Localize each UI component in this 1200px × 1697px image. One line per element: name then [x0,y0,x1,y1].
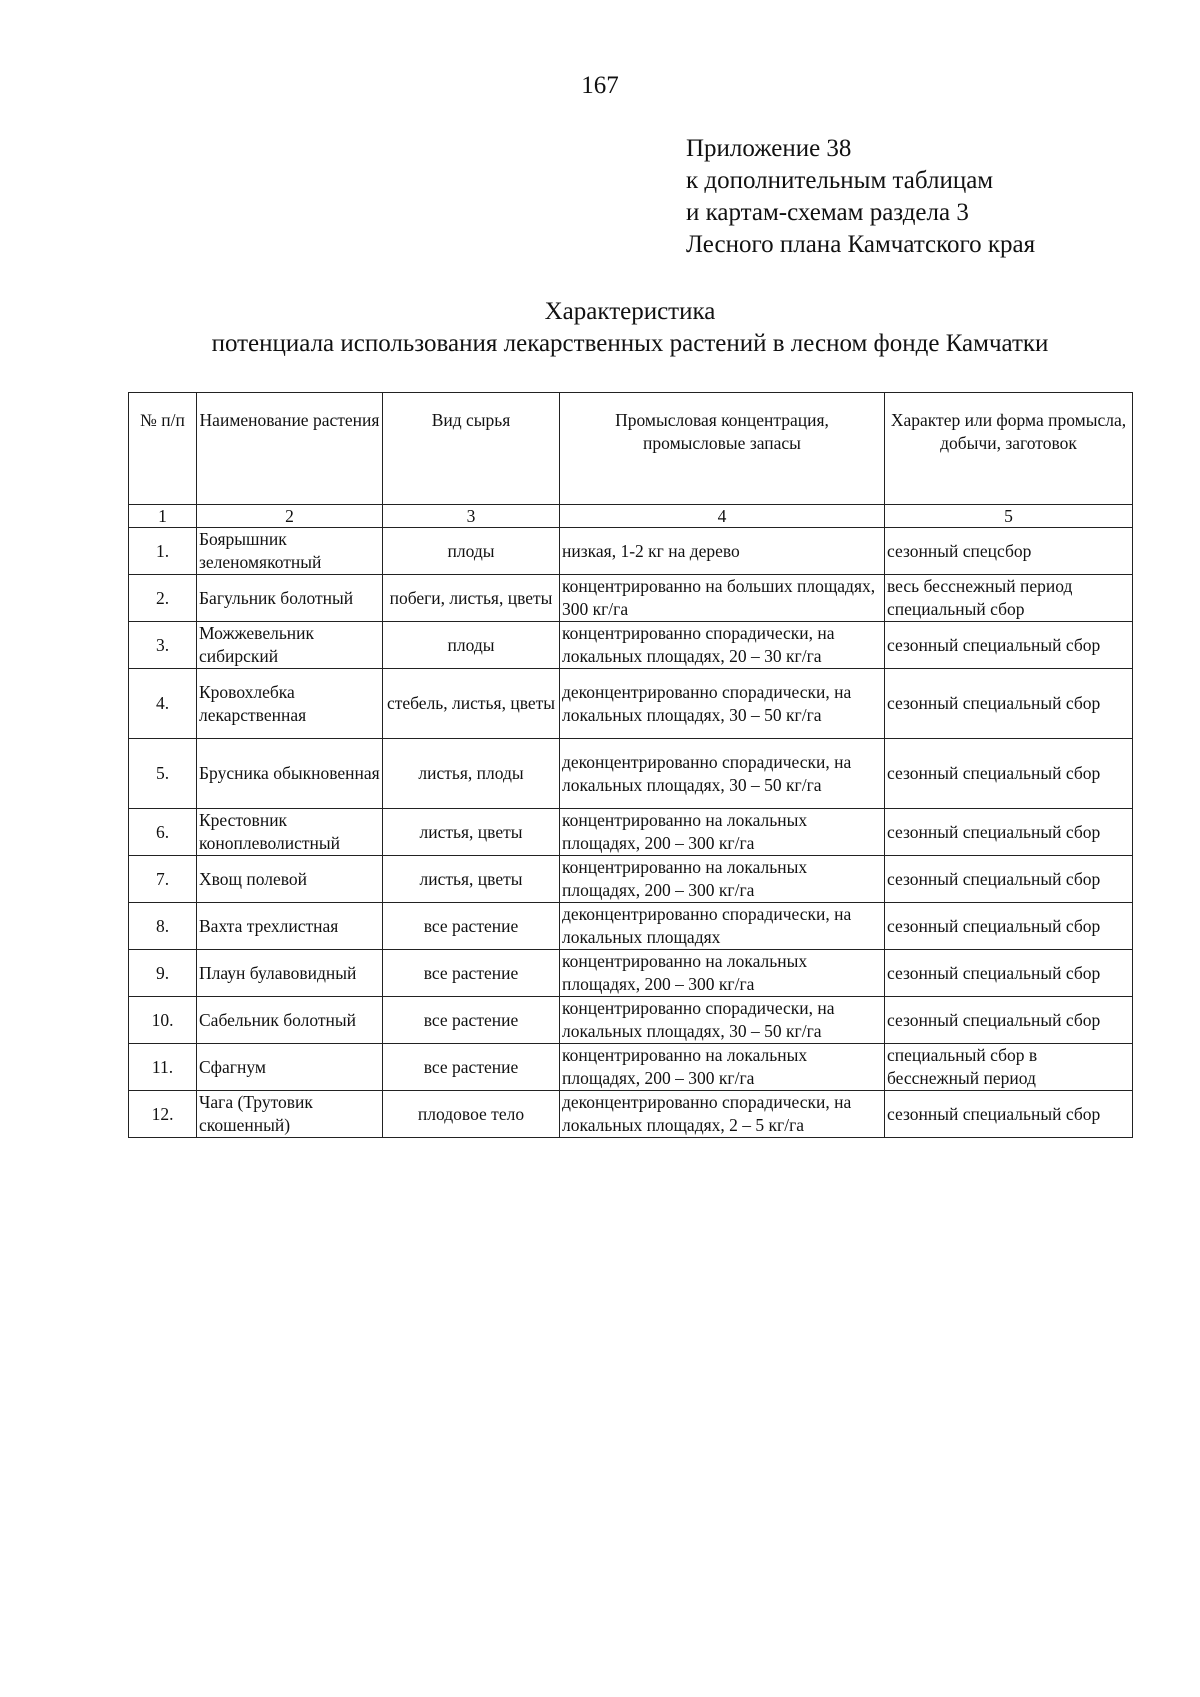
plants-table [128,392,1133,1138]
row-number: 12. [129,1091,197,1138]
plant-name: Вахта трехлистная [197,903,383,950]
concentration: концентрированно на локальных площадях, 200 – 300 кг/га [560,856,885,903]
plant-name: Сабельник болотный [197,997,383,1044]
row-number: 5. [129,739,197,809]
row-number: 6. [129,809,197,856]
concentration: концентрированно на больших площадях, 300 кг/га [560,575,885,622]
harvest-form: сезонный специальный сбор [885,903,1133,950]
row-number: 10. [129,997,197,1044]
row-number: 2. [129,575,197,622]
raw-material: листья, цветы [383,809,560,856]
harvest-form: сезонный спецсбор [885,528,1133,575]
raw-material: все растение [383,997,560,1044]
raw-material: все растение [383,950,560,997]
column-number: 1 [129,505,197,528]
appendix-line: и картам-схемам раздела 3 [686,199,969,226]
raw-material: листья, плоды [383,739,560,809]
row-number: 8. [129,903,197,950]
plant-name: Крестовник коноплеволистный [197,809,383,856]
column-number: 3 [383,505,560,528]
concentration: концентрированно спорадически, на локальных площадях, 30 – 50 кг/га [560,997,885,1044]
row-number: 4. [129,669,197,739]
harvest-form: весь бесснежный период специальный сбор [885,575,1133,622]
harvest-form: сезонный специальный сбор [885,856,1133,903]
page-number: 167 [581,72,619,99]
plant-name: Можжевельник сибирский [197,622,383,669]
row-number: 7. [129,856,197,903]
appendix-line: Приложение 38 [686,135,852,162]
concentration: концентрированно на локальных площадях, 200 – 300 кг/га [560,950,885,997]
table-row [129,903,1133,950]
plant-name: Хвощ полевой [197,856,383,903]
harvest-form: сезонный специальный сбор [885,739,1133,809]
row-number: 11. [129,1044,197,1091]
column-number-row [129,505,1133,528]
table-row [129,622,1133,669]
title-line: потенциала использования лекарственных растений в лесном фонде Камчатки [211,330,1049,357]
raw-material: все растение [383,1044,560,1091]
title-line: Характеристика [544,298,716,325]
plant-name: Сфагнум [197,1044,383,1091]
table-header [129,393,1133,505]
table-row [129,739,1133,809]
harvest-form: сезонный специальный сбор [885,669,1133,739]
table-row [129,950,1133,997]
table-row [129,669,1133,739]
table-row [129,1091,1133,1138]
raw-material: плоды [383,622,560,669]
concentration: концентрированно на локальных площадях, 200 – 300 кг/га [560,809,885,856]
column-number: 5 [885,505,1133,528]
row-number: 3. [129,622,197,669]
table-body [129,505,1133,1138]
column-number: 2 [197,505,383,528]
appendix-line: к дополнительным таблицам [686,167,994,194]
appendix-line: Лесного плана Камчатского края [686,231,1036,258]
plant-name: Боярышник зеленомякотный [197,528,383,575]
table-row [129,856,1133,903]
harvest-form: сезонный специальный сбор [885,809,1133,856]
concentration: деконцентрированно спорадически, на локальных площадях, 30 – 50 кг/га [560,739,885,809]
header-form: Характер или форма промысла, добычи, заготовок [885,393,1133,505]
row-number: 9. [129,950,197,997]
harvest-form: специальный сбор в бесснежный период [885,1044,1133,1091]
header-no: № п/п [129,393,197,505]
plant-name: Плаун булавовидный [197,950,383,997]
concentration: деконцентрированно спорадически, на локальных площадях, 30 – 50 кг/га [560,669,885,739]
raw-material: побеги, листья, цветы [383,575,560,622]
harvest-form: сезонный специальный сбор [885,622,1133,669]
harvest-form: сезонный специальный сбор [885,1091,1133,1138]
table-row [129,997,1133,1044]
appendix-block [686,133,1035,261]
concentration: низкая, 1-2 кг на дерево [560,528,885,575]
plant-name: Чага (Трутовик скошенный) [197,1091,383,1138]
table-row [129,528,1133,575]
header-name: Наименование растения [197,393,383,505]
raw-material: плоды [383,528,560,575]
header-raw: Вид сырья [383,393,560,505]
row-number: 1. [129,528,197,575]
raw-material: стебель, листья, цветы [383,669,560,739]
plant-name: Кровохлебка лекарственная [197,669,383,739]
raw-material: все растение [383,903,560,950]
table-row [129,575,1133,622]
harvest-form: сезонный специальный сбор [885,997,1133,1044]
raw-material: листья, цветы [383,856,560,903]
concentration: концентрированно спорадически, на локальных площадях, 20 – 30 кг/га [560,622,885,669]
column-number: 4 [560,505,885,528]
raw-material: плодовое тело [383,1091,560,1138]
plant-name: Брусника обыкновенная [197,739,383,809]
concentration: деконцентрированно спорадически, на локальных площадях, 2 – 5 кг/га [560,1091,885,1138]
header-row [129,393,1133,505]
table-row [129,809,1133,856]
plant-name: Багульник болотный [197,575,383,622]
harvest-form: сезонный специальный сбор [885,950,1133,997]
document-title [0,296,1200,360]
table-row [129,1044,1133,1091]
concentration: деконцентрированно спорадически, на локальных площадях [560,903,885,950]
concentration: концентрированно на локальных площадях, 200 – 300 кг/га [560,1044,885,1091]
header-conc: Промысловая концентрация, промысловые запасы [560,393,885,505]
